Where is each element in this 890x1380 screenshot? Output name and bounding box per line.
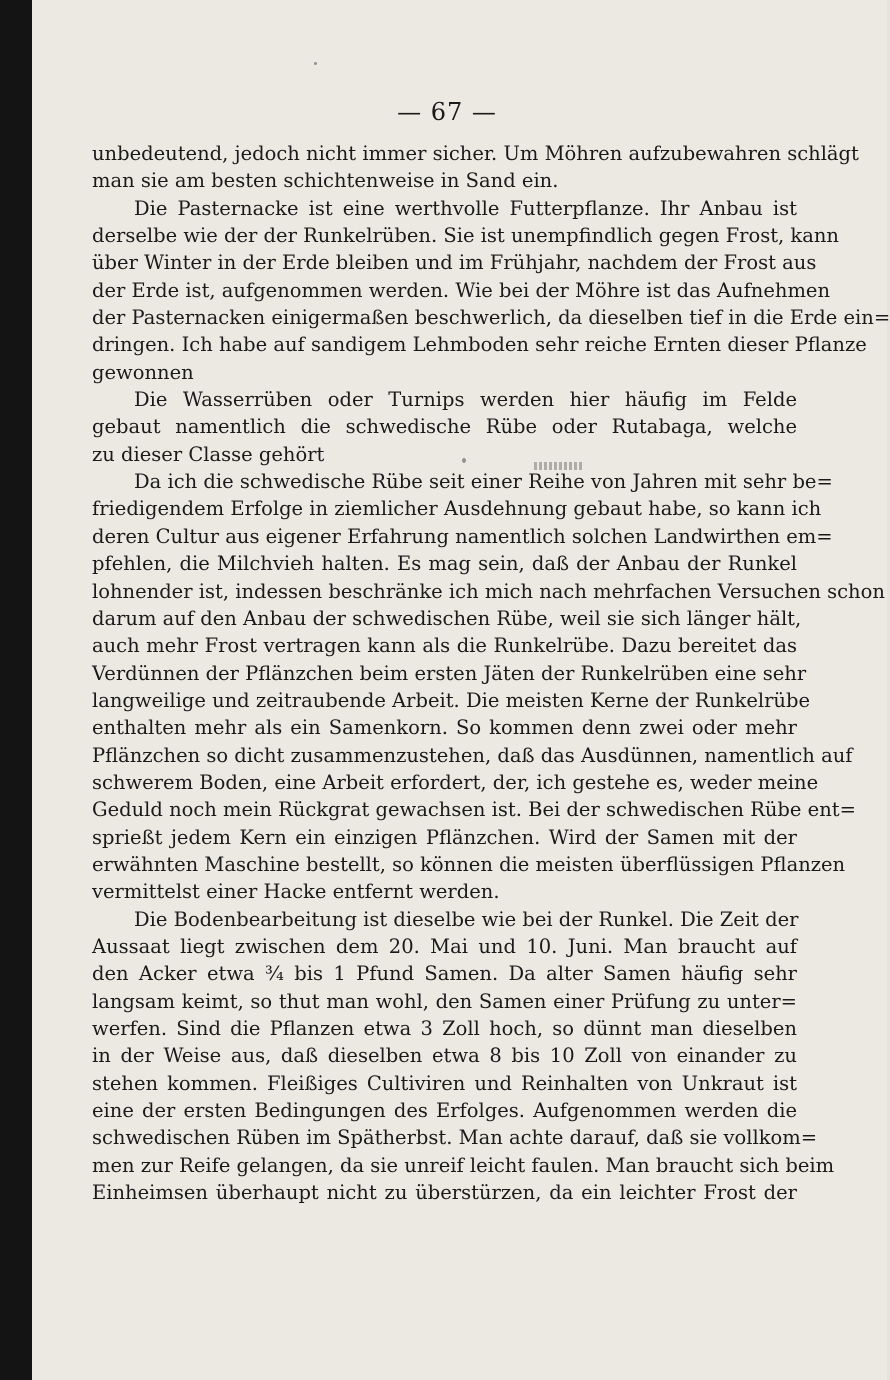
text-line: Da ich die schwedische Rübe seit einer Reihe von Jahren mit sehr be=: [134, 470, 833, 494]
paragraph: [92, 906, 835, 1207]
book-page: [32, 0, 890, 1380]
text-line: Einheimsen überhaupt nicht zu überstürzen, da ein leichter Frost der: [92, 1181, 797, 1205]
paper-speck: [314, 62, 317, 65]
text-line: den Acker etwa ¾ bis 1 Pfund Samen. Da alter Samen häufig sehr: [92, 962, 797, 986]
text-line: werfen. Sind die Pflanzen etwa 3 Zoll hoch, so dünnt man dieselben: [92, 1017, 797, 1040]
text-line: lohnender ist, indessen beschränke ich mich nach mehrfachen Versuchen schon: [92, 579, 885, 603]
text-line: auch mehr Frost vertragen kann als die Runkelrübe. Dazu bereitet das: [92, 634, 797, 658]
page-number: — 67 —: [397, 98, 497, 126]
text-line: über Winter in der Erde bleiben und im Frühjahr, nachdem der Frost aus: [92, 251, 817, 275]
text-line: stehen kommen. Fleißiges Cultiviren und Reinhalten von Unkraut ist: [92, 1071, 797, 1095]
text-line: deren Cultur aus eigener Erfahrung namentlich solchen Landwirthen em=: [92, 524, 833, 548]
text-line: der Pasternacken einigermaßen beschwerlich, da dieselben tief in die Erde ein=: [92, 306, 890, 330]
text-line: vermittelst einer Hacke entfernt werden.: [92, 880, 500, 904]
text-line: Aussaat liegt zwischen dem 20. Mai und 10. Juni. Man braucht auf: [92, 934, 797, 958]
text-line: Pflänzchen so dicht zusammenzustehen, daß das Ausdünnen, namentlich auf: [92, 743, 853, 767]
text-line: Verdünnen der Pflänzchen beim ersten Jäten der Runkelrüben eine sehr: [92, 661, 807, 685]
text-line: Die Bodenbearbeitung ist dieselbe wie bei der Runkel. Die Zeit der: [134, 907, 799, 931]
text-line: pfehlen, die Milchvieh halten. Es mag sein, daß der Anbau der Runkel: [92, 552, 797, 576]
text-line: schwerem Boden, eine Arbeit erfordert, der, ich gestehe es, weder meine: [92, 770, 819, 794]
text-line: Geduld noch mein Rückgrat gewachsen ist. Bei der schwedischen Rübe ent=: [92, 798, 856, 822]
text-line: in der Weise aus, daß dieselben etwa 8 bis 10 Zoll von einander zu: [92, 1044, 797, 1068]
text-line: langsam keimt, so thut man wohl, den Samen einer Prüfung zu unter=: [92, 989, 797, 1013]
paragraph: [92, 195, 890, 386]
text-line: sprießt jedem Kern ein einzigen Pflänzchen. Wird der Samen mit der: [92, 825, 797, 849]
text-line: gewonnen: [92, 360, 194, 384]
text-line: schwedischen Rüben im Spätherbst. Man achte darauf, daß sie vollkom=: [92, 1126, 818, 1150]
text-line: zu dieser Classe gehört: [92, 442, 325, 466]
text-line: enthalten mehr als ein Samenkorn. So kommen denn zwei oder mehr: [92, 716, 797, 740]
paragraph: [92, 386, 797, 468]
text-line: Die Pasternacke ist eine werthvolle Futterpflanze. Ihr Anbau ist: [134, 196, 797, 220]
text-line: dringen. Ich habe auf sandigem Lehmboden sehr reiche Ernten dieser Pflanze: [92, 333, 867, 357]
book-binding-edge: [0, 0, 32, 1380]
text-line: eine der ersten Bedingungen des Erfolges. Aufgenommen werden die: [92, 1099, 797, 1123]
text-line: men zur Reife gelangen, da sie unreif leicht faulen. Man braucht sich beim: [92, 1153, 835, 1177]
paragraph: [92, 468, 885, 906]
text-line: man sie am besten schichtenweise in Sand ein.: [92, 169, 559, 193]
text-line: derselbe wie der der Runkelrüben. Sie ist unempfindlich gegen Frost, kann: [92, 224, 839, 248]
body-text: [92, 140, 890, 1206]
text-line: gebaut namentlich die schwedische Rübe oder Rutabaga, welche: [92, 415, 797, 439]
text-line: unbedeutend, jedoch nicht immer sicher. Um Möhren aufzubewahren schlägt: [92, 142, 859, 165]
text-line: Die Wasserrüben oder Turnips werden hier häufig im Felde: [134, 388, 797, 412]
text-line: langweilige und zeitraubende Arbeit. Die meisten Kerne der Runkelrübe: [92, 688, 811, 712]
text-line: erwähnten Maschine bestellt, so können die meisten überflüssigen Pflanzen: [92, 852, 846, 876]
paragraph: [92, 140, 859, 195]
text-line: darum auf den Anbau der schwedischen Rübe, weil sie sich länger hält,: [92, 606, 802, 630]
text-line: friedigendem Erfolge in ziemlicher Ausdehnung gebaut habe, so kann ich: [92, 497, 822, 521]
text-line: der Erde ist, aufgenommen werden. Wie bei der Möhre ist das Aufnehmen: [92, 278, 831, 302]
